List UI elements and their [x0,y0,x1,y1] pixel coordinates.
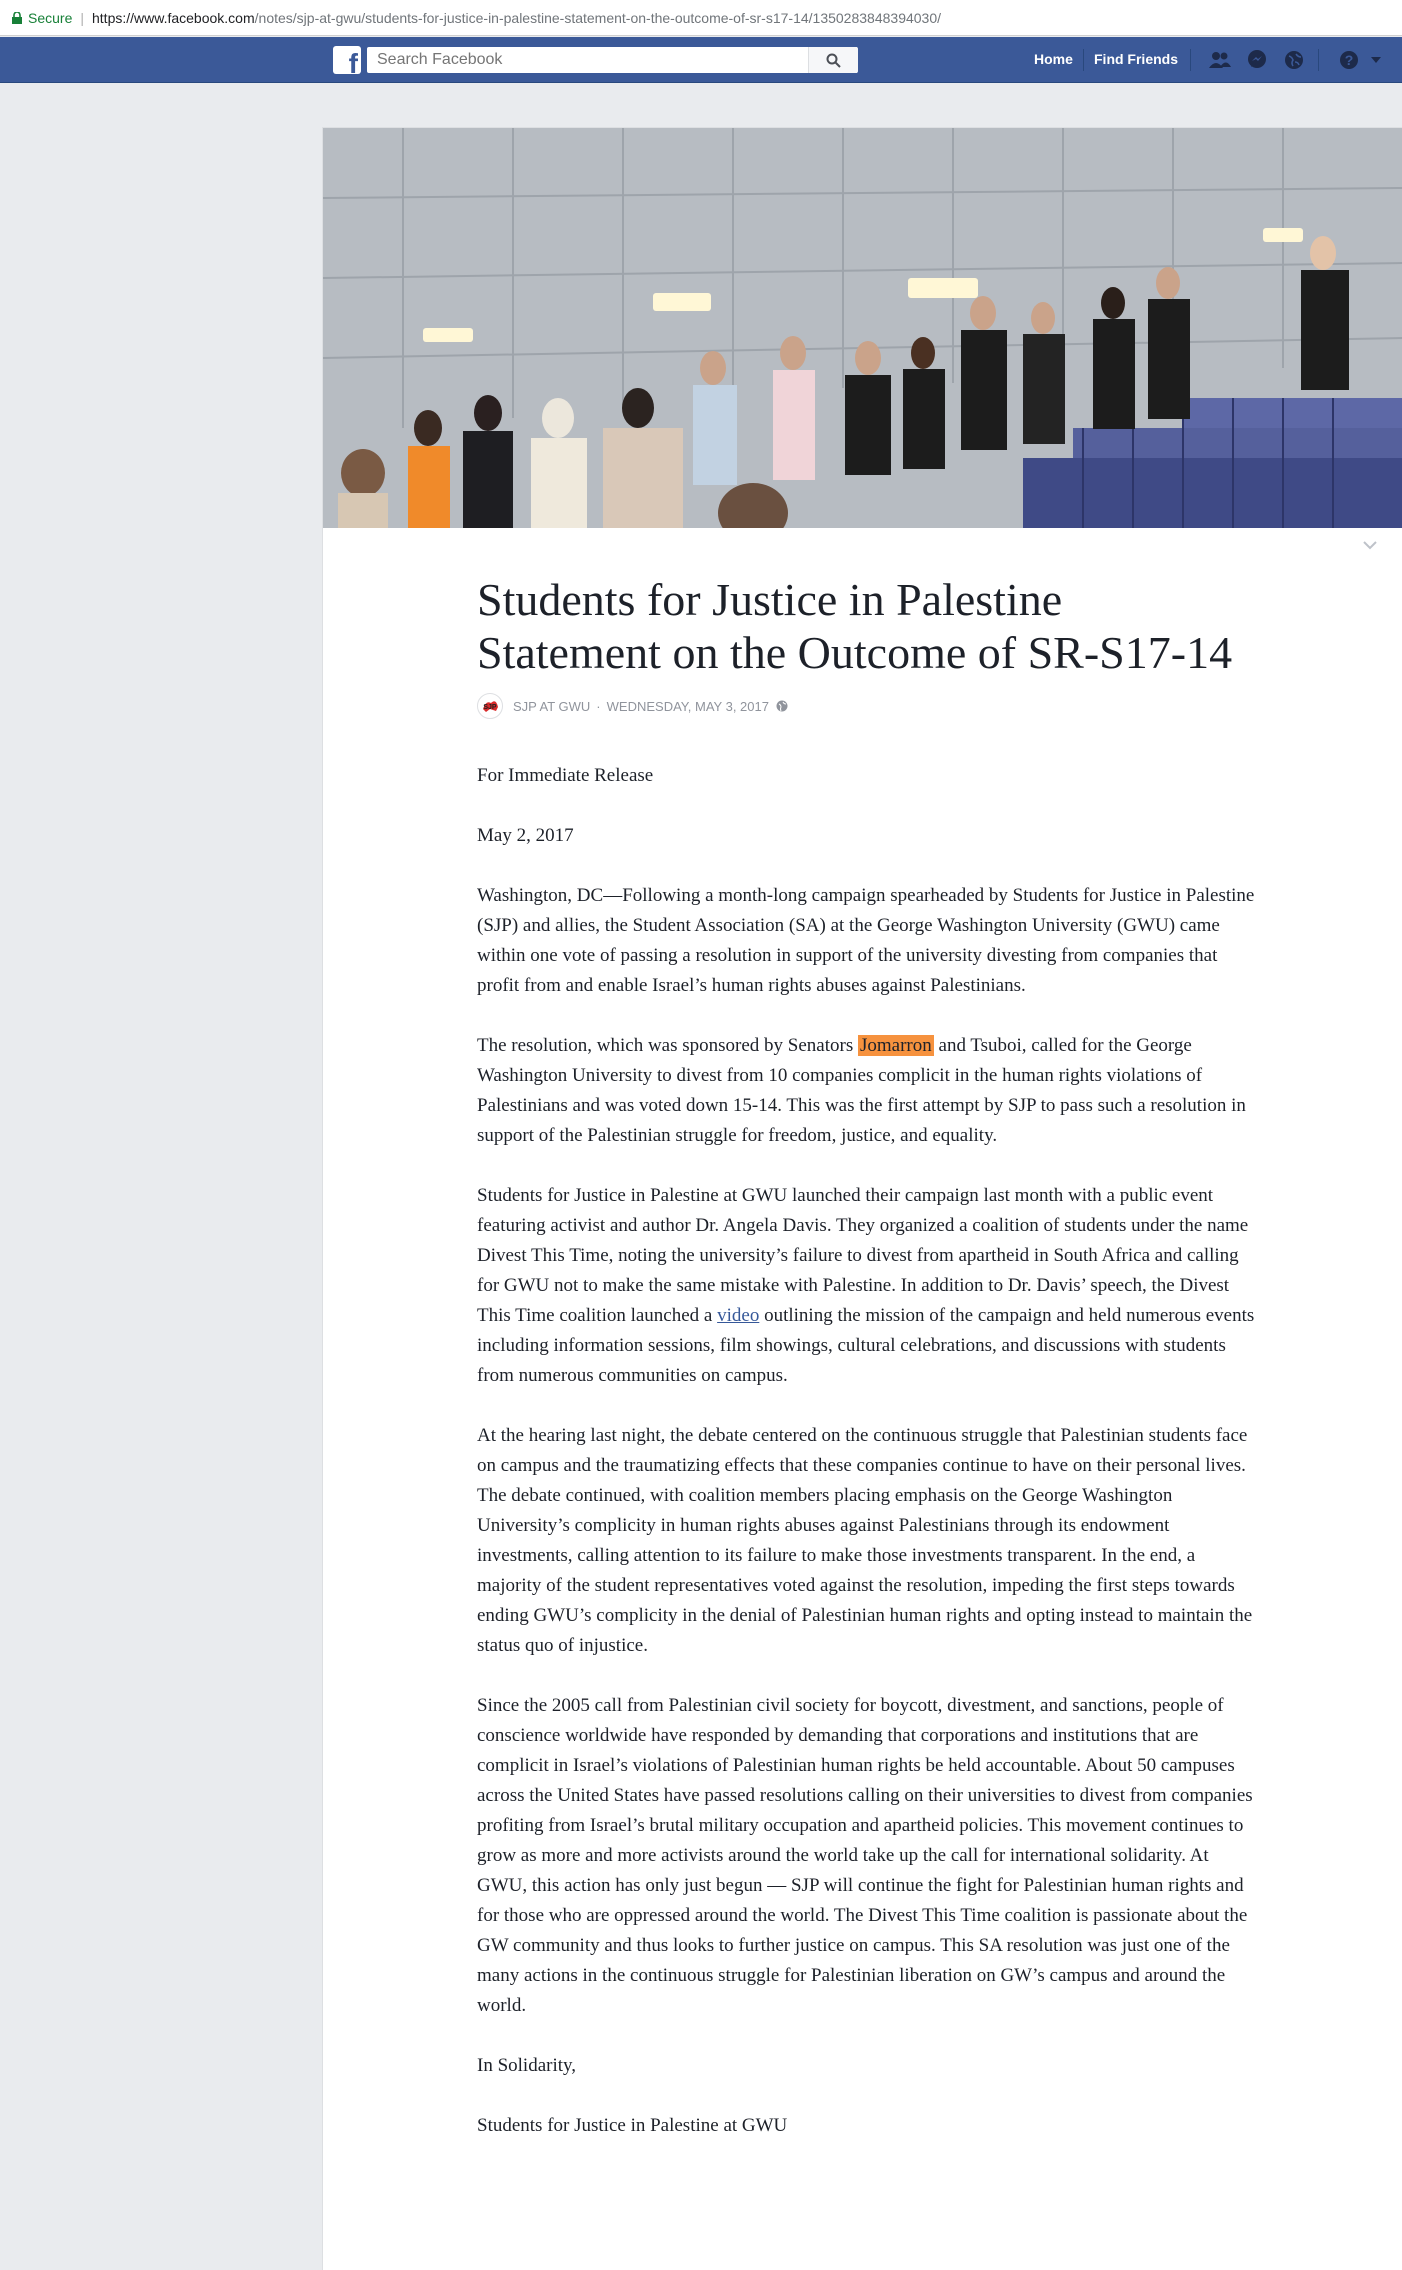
highlighted-name: Jomarron [860,1035,932,1056]
cover-photo[interactable] [323,128,1402,528]
nav-divider [1083,49,1084,71]
notifications-globe-icon[interactable] [1281,47,1307,73]
body-paragraph: May 2, 2017 [477,825,574,846]
note-title: Students for Justice in Palestine Statement on the Outcome of SR-S17-14 [477,574,1233,678]
browser-address-bar[interactable] [0,0,1402,36]
svg-text:SJP: SJP [483,704,497,711]
meta-separator: · [596,698,601,714]
url-path[interactable]: /notes/sjp-at-gwu/students-for-justice-in-palestine-statement-on-the-outcome-of-sr-s17-14/1350283848394030/ [254,9,942,26]
note-date[interactable]: WEDNESDAY, MAY 3, 2017 [606,698,769,714]
body-paragraph: At the hearing last night, the debate centered on the continuous struggle that Palestinian students face on campus and the traumatizing effects that these companies continue to have on their personal lives. The debate continued, with coalition members placing emphasis on the George Washington University’s complicity in human rights abuses against Palestinians through its endowment investments, calling attention to its failure to make those investments transparent. In the end, a majority of the student representatives voted against the resolution, impeding the first steps towards ending GWU’s complicity in the denial of Palestinian human rights and opting instead to maintain the status quo of injustice. [477,1425,1253,1656]
body-paragraph: For Immediate Release [477,765,654,786]
nav-home-link[interactable]: Home [1034,51,1073,67]
body-paragraph: Washington, DC—Following a month-long campaign spearheaded by Students for Justice in Palestine (SJP) and allies, the Student Association (SA) at the George Washington University (GWU) came within one vote of passing a resolution in support of the university divesting from companies that profit from and enable Israel’s human rights abuses against Palestinians. [477,885,1255,996]
nav-divider [1190,49,1191,71]
nav-divider [1318,49,1319,71]
facebook-logo-icon[interactable]: f [333,46,361,74]
facebook-header [0,37,1402,83]
public-globe-icon [776,700,788,712]
note-card [322,127,1402,2270]
friend-requests-icon[interactable] [1207,47,1233,73]
note-body [477,761,1257,2141]
account-menu-caret-icon[interactable] [1368,47,1384,73]
author-name[interactable]: SJP AT GWU [513,698,591,714]
body-paragraph: Students for Justice in Palestine at GWU [477,2115,788,2136]
url-separator: | [80,9,84,26]
lock-icon [12,12,22,24]
body-paragraph [477,1031,1257,1151]
paragraph-text: outlining the mission of the campaign and held numerous events including information sessions, film showings, cultural celebrations, and discussions with students from numerous communities on campus. [477,1305,1255,1386]
body-paragraph [477,1181,1257,1391]
body-paragraph: In Solidarity, [477,2055,577,2076]
search-icon [826,53,841,68]
options-chevron-icon[interactable] [1363,540,1377,550]
search-button[interactable] [808,47,858,73]
paragraph-text: and Tsuboi, called for the George Washington University to divest from 10 companies complicit in the human rights violations of Palestinians and was voted down 15-14. This was the first attempt by SJP to pass such a resolution in support of the Palestinian struggle for freedom, justice, and equality. [477,1035,1246,1146]
svg-text:?: ? [1344,52,1354,68]
body-paragraph: Since the 2005 call from Palestinian civil society for boycott, divestment, and sanctions, people of conscience worldwide have responded by demanding that corporations and institutions that are complicit in Israel’s violations of Palestinian human rights be held accountable. About 50 campuses across the United States have passed resolutions calling on their universities to divest from companies profiting from Israel’s brutal military occupation and apartheid policies. This movement continues to grow as more and more activists around the world take up the call for international solidarity. At GWU, this action has only just begun — SJP will continue the fight for Palestinian human rights and for those who are oppressed around the world. The Divest This Time coalition is passionate about the GW community and thus looks to further justice on campus. This SA resolution was just one of the many actions in the continuous struggle for Palestinian liberation on GW’s campus and around the world. [477,1695,1253,2016]
help-icon[interactable] [1336,47,1362,73]
secure-label: Secure [28,9,73,26]
messenger-icon[interactable] [1244,47,1270,73]
paragraph-text: Students for Justice in Palestine at GWU launched their campaign last month with a public event featuring activist and author Dr. Angela Davis. They organized a coalition of students under the name Divest This Time, noting the university’s failure to divest from apartheid in South Africa and calling for GWU not to make the same mistake with Palestine. In addition to Dr. Davis’ speech, the Divest This Time coalition launched a [477,1185,1249,1326]
note-article [477,573,1257,2171]
url-host[interactable]: https://www.facebook.com [92,9,255,26]
video-link[interactable]: video [717,1305,760,1326]
note-meta [477,693,1257,719]
paragraph-text: The resolution, which was sponsored by Senators [477,1035,858,1056]
search-input[interactable] [367,47,857,73]
nav-find-friends-link[interactable]: Find Friends [1094,51,1178,67]
author-avatar[interactable] [477,693,503,719]
